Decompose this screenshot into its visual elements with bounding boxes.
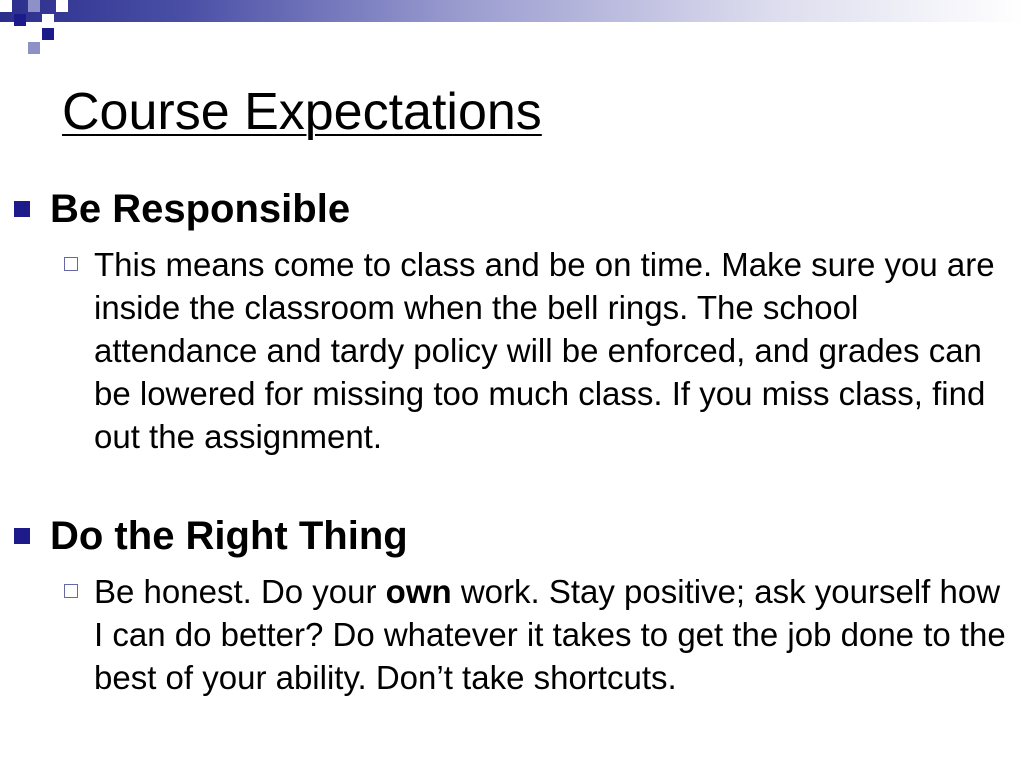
sub-bullet-text-post: work. Stay positive; ask yourself how I can do better? Do whatever it takes to get the job done to the best of your ability. Don’t take shortcuts. <box>94 573 1006 696</box>
decor-square <box>0 0 12 12</box>
hollow-square-icon <box>64 584 78 598</box>
sub-bullet-item <box>62 570 1017 699</box>
decor-square <box>28 0 40 12</box>
sub-bullet-text-pre: Be honest. Do your <box>94 573 386 610</box>
emphasis-own: own <box>385 573 452 610</box>
bullet-heading: Be Responsible <box>50 187 351 231</box>
decor-square <box>42 14 54 26</box>
square-bullet-icon <box>14 528 30 544</box>
slide-title: Course Expectations <box>62 83 542 141</box>
bullet-item <box>14 513 408 559</box>
decor-square <box>28 42 40 54</box>
sub-bullet-text <box>94 570 1017 699</box>
decor-square <box>56 0 68 12</box>
sub-bullet-text: This means come to class and be on time. Make sure you are inside the classroom when the bell rings. The school attendance and tardy policy will be enforced, and grades can be lowered for missing too much class. If you miss class, find out the assignment. <box>94 246 995 455</box>
decor-square <box>42 28 54 40</box>
bullet-heading: Do the Right Thing <box>50 514 408 558</box>
hollow-square-icon <box>64 257 78 271</box>
decor-square <box>28 28 40 40</box>
header-gradient-band <box>0 0 1024 22</box>
decor-square <box>14 14 26 26</box>
square-bullet-icon <box>14 201 30 217</box>
bullet-item <box>14 186 350 232</box>
sub-bullet-item <box>62 243 1017 458</box>
